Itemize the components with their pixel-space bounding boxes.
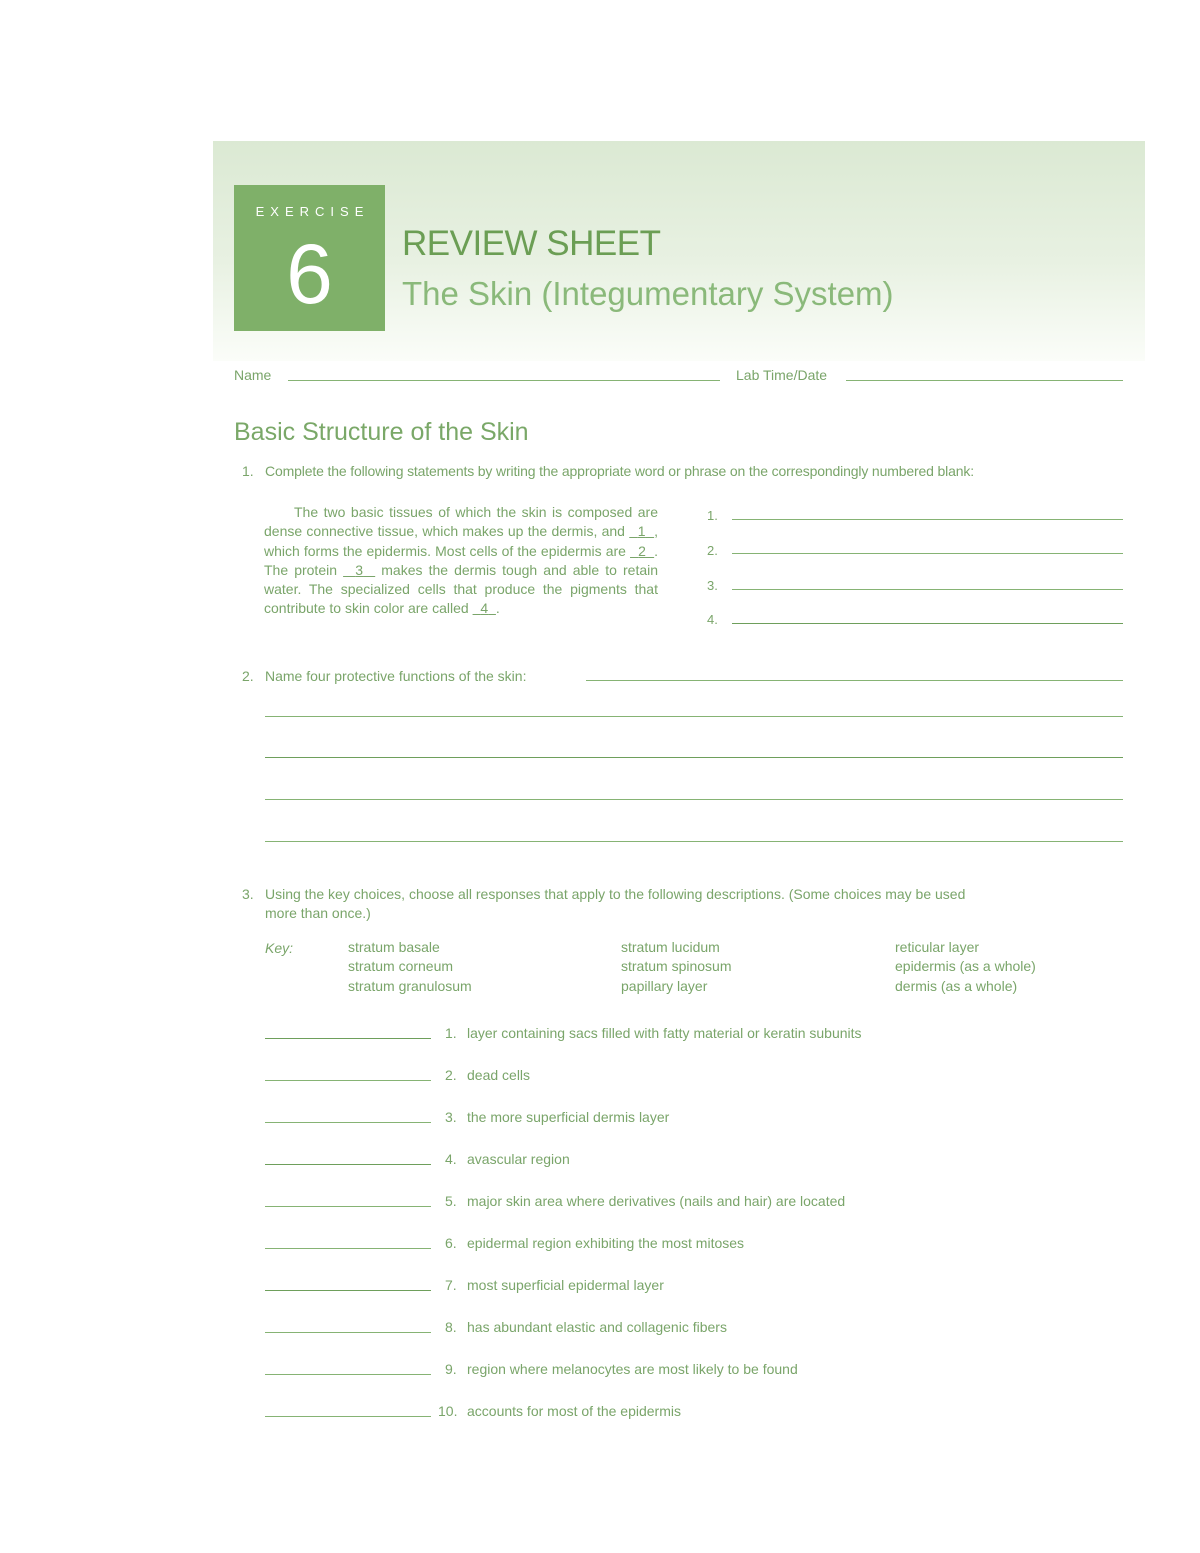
key-column-1	[348, 938, 472, 996]
name-field[interactable]	[288, 380, 720, 381]
q3-answer-line[interactable]	[265, 1206, 431, 1207]
q3-item-text: accounts for most of the epidermis	[467, 1403, 681, 1419]
q1-blank-4[interactable]	[732, 623, 1123, 624]
q3-item-text: region where melanocytes are most likely to be found	[467, 1361, 798, 1377]
exercise-number: 6	[286, 227, 333, 321]
q2-answer-line[interactable]	[265, 757, 1123, 758]
q3-item-number: 8.	[445, 1319, 457, 1335]
q3-item-number: 1.	[445, 1025, 457, 1041]
q2-answer-line[interactable]	[265, 841, 1123, 842]
key-choice: stratum lucidum	[621, 939, 720, 955]
q3-answer-line[interactable]	[265, 1248, 431, 1249]
q3-item-number: 6.	[445, 1235, 457, 1251]
q1-text-part: . The protein	[264, 542, 659, 578]
page-title: REVIEW SHEET	[402, 224, 661, 263]
q3-item-number: 4.	[445, 1151, 457, 1167]
q3-item-text: major skin area where derivatives (nails and hair) are located	[467, 1193, 846, 1209]
q3-item-number: 9.	[445, 1361, 457, 1377]
q3-answer-line[interactable]	[265, 1374, 431, 1375]
q3-number: 3.	[242, 886, 254, 902]
q1-number: 1.	[242, 463, 254, 479]
q2-number: 2.	[242, 668, 254, 684]
q3-answer-line[interactable]	[265, 1080, 431, 1081]
exercise-badge	[234, 185, 385, 331]
q3-item-text: layer containing sacs filled with fatty material or keratin subunits	[467, 1025, 862, 1041]
q3-item-text: the more superficial dermis layer	[467, 1109, 670, 1125]
key-column-2	[621, 938, 731, 996]
q1-blank-2[interactable]	[732, 553, 1123, 554]
q1-paragraph	[264, 503, 658, 619]
q3-answer-line[interactable]	[265, 1290, 431, 1291]
q2-answer-line[interactable]	[265, 799, 1123, 800]
q3-item-text: most superficial epidermal layer	[467, 1277, 664, 1293]
q1-text-part: , which forms the epidermis. Most cells of the epidermis are	[264, 523, 658, 559]
q3-item-number: 2.	[445, 1067, 457, 1083]
q1-text-part: makes the dermis tough and able to retain water. The specialized cells that produce the pigments that contribute to skin color are called	[264, 561, 659, 617]
q3-prompt-line2: more than once.)	[265, 905, 371, 921]
q3-answer-line[interactable]	[265, 1416, 431, 1417]
q3-answer-line[interactable]	[265, 1122, 431, 1123]
q2-answer-line[interactable]	[265, 716, 1123, 717]
q2-prompt: Name four protective functions of the skin:	[265, 668, 527, 684]
key-choice: epidermis (as a whole)	[895, 958, 1036, 975]
key-choice: dermis (as a whole)	[895, 977, 1018, 994]
blank-ref-1: 1	[637, 523, 646, 540]
q3-item-number: 10.	[438, 1403, 458, 1419]
q3-prompt-line1: Using the key choices, choose all responses that apply to the following descriptions. (Some choices may be used	[265, 886, 966, 902]
key-choice: stratum basale	[348, 939, 440, 955]
q1-prompt: Complete the following statements by writing the appropriate word or phrase on the correspondingly numbered blank:	[265, 463, 974, 479]
q3-item-text: dead cells	[467, 1067, 531, 1083]
key-choice: stratum granulosum	[348, 977, 472, 994]
q3-item-text: epidermal region exhibiting the most mitoses	[467, 1235, 745, 1251]
labtime-field[interactable]	[846, 380, 1123, 381]
key-choice: reticular layer	[895, 939, 980, 955]
q3-answer-line[interactable]	[265, 1038, 431, 1039]
key-label: Key:	[265, 940, 294, 956]
key-choice: papillary layer	[621, 977, 708, 994]
page-subtitle: The Skin (Integumentary System)	[402, 275, 894, 312]
section-title: Basic Structure of the Skin	[234, 418, 529, 446]
q1-blank-3[interactable]	[732, 589, 1123, 590]
blank-ref-4: 4	[480, 600, 489, 617]
q1-blank-label: 4.	[707, 612, 718, 627]
q1-blank-label: 1.	[707, 508, 718, 523]
q1-text-part: The two basic tissues of which the skin is composed are dense connective tissue, which makes up the dermis, and	[264, 504, 658, 540]
blank-ref-3: 3	[355, 561, 364, 578]
q1-blank-label: 3.	[707, 578, 718, 593]
key-column-3	[895, 938, 1036, 996]
key-choice: stratum corneum	[348, 958, 454, 975]
q1-text-part: .	[495, 600, 500, 617]
q3-item-number: 3.	[445, 1109, 457, 1125]
q3-answer-line[interactable]	[265, 1164, 431, 1165]
labtime-label: Lab Time/Date	[736, 367, 828, 383]
name-label: Name	[234, 367, 272, 383]
q1-blank-1[interactable]	[732, 519, 1123, 520]
q3-item-number: 7.	[445, 1277, 457, 1293]
q3-answer-line[interactable]	[265, 1332, 431, 1333]
q2-answer-line[interactable]	[586, 680, 1123, 681]
q1-blank-label: 2.	[707, 543, 718, 558]
q3-item-text: has abundant elastic and collagenic fibers	[467, 1319, 727, 1335]
blank-ref-2: 2	[638, 542, 646, 559]
q3-item-number: 5.	[445, 1193, 457, 1209]
q3-item-text: avascular region	[467, 1151, 570, 1167]
exercise-label: EXERCISE	[255, 204, 370, 219]
key-choice: stratum spinosum	[621, 958, 732, 975]
